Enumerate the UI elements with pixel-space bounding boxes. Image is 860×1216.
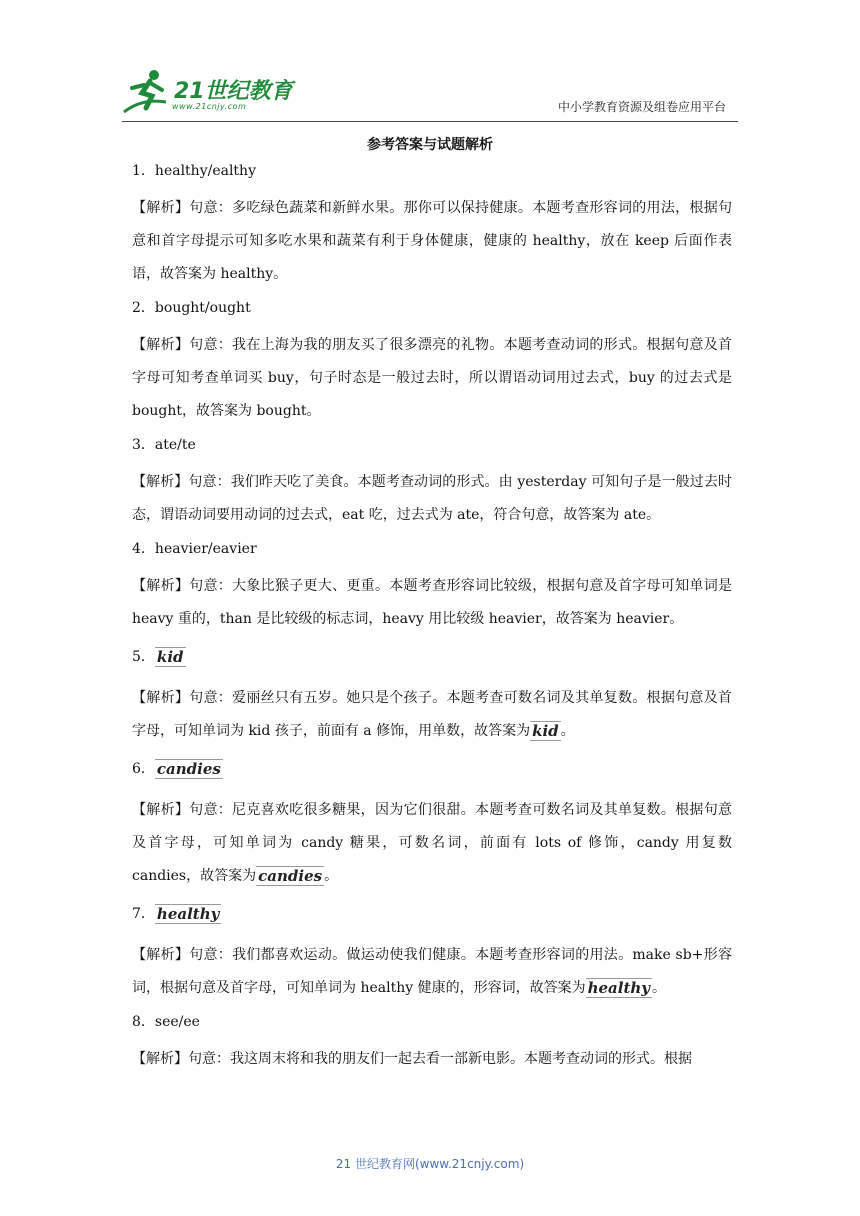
handwritten-answer: healthy (156, 905, 220, 923)
answer-item-3 (132, 434, 732, 456)
explanation-end: 。 (652, 980, 666, 996)
explanation-end: 。 (560, 723, 575, 739)
item-number: 3． (132, 437, 155, 453)
explanation-2: 【解析】句意：我在上海为我的朋友买了很多漂亮的礼物。本题考查动词的形式。根据句意及首字母可知考查单词买 buy，句子时态是一般过去时，所以谓语动词用过去式，buy 的过去式是 bought，故答案为 bought。 (132, 337, 732, 419)
answer-item-7 (132, 899, 732, 929)
item-number: 4． (132, 541, 155, 557)
explanation-4: 【解析】句意：大象比猴子更大、更重。本题考查形容词比较级，根据句意及首字母可知单词是 heavy 重的，than 是比较级的标志词，heavy 用比较级 heavier，故答案为 heavier。 (132, 578, 732, 627)
item-answer: heavier/eavier (154, 541, 257, 557)
header-divider (122, 121, 738, 122)
explanation-text: 【解析】句意：我们都喜欢运动。做运动使我们健康。本题考查形容词的用法。make sb+形容词，根据句意及首字母，可知单词为 healthy 健康的，形容词，故答案为 (132, 947, 732, 996)
item-answer: see/ee (154, 1014, 200, 1030)
item-answer: ate/te (154, 437, 196, 453)
platform-label: 中小学教育资源及组卷应用平台 (557, 100, 726, 114)
logo-text: 21世纪教育 (174, 79, 293, 104)
answer-list (132, 160, 732, 1082)
answer-item-6 (132, 754, 732, 784)
explanation-text: 【解析】句意：尼克喜欢吃很多糖果，因为它们很甜。本题考查可数名词及其单复数。根据句意及首字母，可知单词为 candy 糖果，可数名词，前面有 lots of 修饰，candy 用复数 candies，故答案为 (132, 802, 732, 884)
item-answer: healthy/ealthy (154, 163, 256, 179)
explanation-6 (132, 794, 732, 893)
item-answer: bought/ought (154, 300, 251, 316)
page-footer: 21 世纪教育网(www.21cnjy.com) (335, 1157, 525, 1171)
item-number: 8． (132, 1014, 155, 1030)
answer-item-2 (132, 297, 732, 319)
handwritten-answer: healthy (587, 979, 650, 997)
explanation-text: 【解析】句意：爱丽丝只有五岁。她只是个孩子。本题考查可数名词及其单复数。根据句意及首字母，可知单词为 kid 孩子，前面有 a 修饰，用单数，故答案为 (132, 690, 732, 739)
item-number: 1． (132, 163, 155, 179)
answer-item-4 (132, 538, 732, 560)
item-number: 7． (132, 906, 155, 922)
explanation-3: 【解析】句意：我们昨天吃了美食。本题考查动词的形式。由 yesterday 可知句子是一般过去时态，谓语动词要用动词的过去式，eat 吃，过去式为 ate，符合句意，故答案为 ate。 (132, 474, 732, 523)
handwritten-answer: candies (156, 760, 221, 778)
page-header (0, 0, 860, 125)
explanation-5 (132, 682, 732, 748)
answer-item-5 (132, 642, 732, 672)
item-number: 5． (132, 649, 155, 665)
item-number: 2． (132, 300, 155, 316)
answer-item-8 (132, 1011, 732, 1033)
explanation-1: 【解析】句意：多吃绿色蔬菜和新鲜水果。那你可以保持健康。本题考查形容词的用法，根据句意和首字母提示可知多吃水果和蔬菜有利于身体健康，健康的 healthy，放在 keep 后面作表语，故答案为 healthy。 (132, 200, 732, 282)
explanation-7 (132, 939, 732, 1005)
site-logo (122, 68, 297, 116)
handwritten-answer: candies (258, 867, 323, 885)
handwritten-answer: kid (156, 648, 184, 666)
item-number: 6． (132, 761, 155, 777)
explanation-8: 【解析】句意：我这周末将和我的朋友们一起去看一部新电影。本题考查动词的形式。根据 (132, 1051, 692, 1067)
explanation-end: 。 (324, 868, 339, 884)
page-title: 参考答案与试题解析 (367, 137, 493, 153)
logo-url: www.21cnjy.com (172, 102, 247, 111)
handwritten-answer: kid (532, 722, 559, 740)
answer-item-1 (132, 160, 732, 182)
